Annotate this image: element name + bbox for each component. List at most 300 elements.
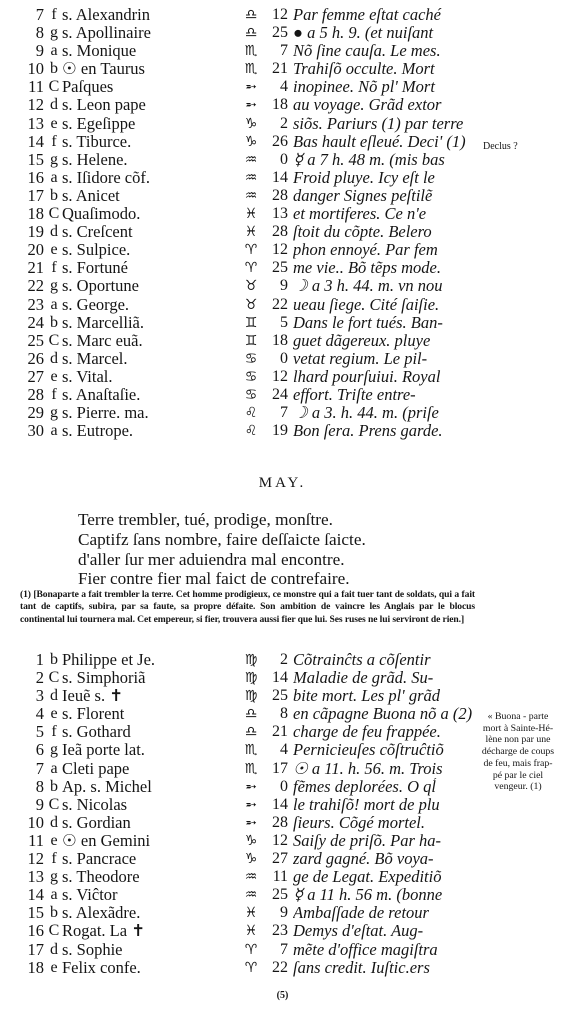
day-number: 20 bbox=[27, 240, 44, 260]
prophecy-verse: Cõtrainĉts a cõſentir bbox=[293, 651, 431, 669]
dominical-letter: C bbox=[48, 331, 60, 349]
zodiac-sign-icon: ➵ bbox=[245, 814, 257, 831]
day-number: 15 bbox=[27, 903, 44, 923]
zodiac-sign-icon: ♌ bbox=[244, 423, 258, 440]
day-number: 13 bbox=[27, 113, 44, 133]
prophecy-verse: Saiſy de priſõ. Par ha- bbox=[293, 831, 442, 850]
degree-value: 25 bbox=[272, 886, 288, 904]
degree-value: 0 bbox=[280, 777, 288, 795]
prophecy-verse: ueau ſiege. Cité ſaiſie. bbox=[293, 295, 440, 314]
degree-value: 12 bbox=[272, 831, 288, 849]
zodiac-sign-icon: ♉ bbox=[244, 278, 258, 295]
zodiac-sign-icon: ♓ bbox=[244, 206, 258, 223]
dominical-letter: a bbox=[50, 168, 58, 186]
saint-name: s. Creſcent bbox=[62, 223, 133, 242]
prophecy-verse: en cãpagne Buona nõ a (2) bbox=[293, 705, 473, 724]
zodiac-sign-icon: ♊ bbox=[244, 314, 258, 331]
degree-value: 18 bbox=[272, 331, 288, 349]
degree-value: 12 bbox=[272, 241, 288, 259]
calendar-row bbox=[12, 832, 472, 850]
day-number: 2 bbox=[35, 668, 44, 688]
quatrain-line: Terre trembler, tué, prodige, monſtre. bbox=[78, 510, 333, 529]
zodiac-sign-icon: ♓ bbox=[244, 923, 258, 940]
prophecy-verse: Bon ſera. Prens garde. bbox=[293, 422, 443, 441]
degree-value: 0 bbox=[280, 349, 288, 367]
prophecy-verse: ſans credit. Iuſtic.ers bbox=[293, 958, 430, 977]
zodiac-sign-icon: ♌ bbox=[244, 405, 258, 422]
zodiac-sign-icon: ♍ bbox=[244, 670, 258, 687]
saint-name: Ap. s. Michel bbox=[62, 777, 152, 796]
day-number: 27 bbox=[27, 366, 44, 386]
dominical-letter: C bbox=[48, 795, 60, 813]
calendar-row bbox=[12, 814, 472, 832]
zodiac-sign-icon: ♓ bbox=[244, 224, 258, 241]
prophecy-verse: Pernicieuſes cõſtruĉtiõ bbox=[293, 741, 444, 760]
zodiac-sign-icon: ➵ bbox=[245, 79, 257, 96]
dominical-letter: a bbox=[50, 42, 58, 60]
zodiac-sign-icon: ♏ bbox=[244, 43, 258, 60]
calendar-row bbox=[12, 868, 472, 886]
prophecy-verse: danger Signes peſtilẽ bbox=[293, 186, 433, 205]
degree-value: 14 bbox=[272, 669, 288, 687]
prophecy-verse: au voyage. Grãd extor bbox=[293, 96, 442, 115]
prophecy-verse: et mortiferes. Ce n'e bbox=[293, 205, 427, 224]
day-number: 10 bbox=[27, 812, 44, 832]
day-number: 16 bbox=[27, 167, 44, 187]
degree-value: 4 bbox=[280, 78, 288, 96]
zodiac-sign-icon: ♏ bbox=[244, 61, 258, 78]
prophecy-verse: siõs. Pariurs (1) par terre bbox=[293, 114, 464, 133]
zodiac-sign-icon: ♒ bbox=[244, 169, 258, 186]
prophecy-verse: ☿ a 11 h. 56 m. (bonne bbox=[293, 886, 443, 905]
dominical-letter: e bbox=[50, 114, 58, 132]
prophecy-verse: ☽ a 3. h. 44. m. (priſe bbox=[293, 404, 439, 423]
prophecy-verse: Dans le fort tués. Ban- bbox=[293, 313, 443, 332]
saint-name: s. Gothard bbox=[62, 723, 131, 742]
degree-value: 27 bbox=[272, 850, 288, 868]
prophecy-verse: charge de feu frappée. bbox=[293, 723, 441, 742]
calendar-row bbox=[12, 6, 472, 24]
prophecy-verse: phon ennoyé. Par fem bbox=[293, 241, 438, 260]
prophecy-verse: Trahiſõ occulte. Mort bbox=[293, 60, 435, 79]
day-number: 7 bbox=[35, 5, 44, 24]
day-number: 28 bbox=[27, 384, 44, 404]
day-number: 11 bbox=[28, 830, 44, 850]
day-number: 9 bbox=[35, 41, 44, 61]
dominical-letter: g bbox=[50, 150, 58, 168]
quatrain-line: d'aller ſur mer aduiendra mal encontre. bbox=[78, 549, 345, 569]
saint-name: s. Marcel. bbox=[62, 349, 128, 368]
saint-name: s. Anicet bbox=[62, 186, 120, 205]
zodiac-sign-icon: ♑ bbox=[244, 133, 258, 150]
degree-value: 13 bbox=[272, 205, 288, 223]
prophecy-verse: ſieurs. Cõgé mortel. bbox=[293, 813, 425, 832]
saint-name: ☉ en Taurus bbox=[62, 60, 145, 79]
calendar-row bbox=[12, 241, 472, 259]
saint-name: s. Apollinaire bbox=[62, 24, 151, 43]
prophecy-verse: effort. Triſte entre- bbox=[293, 385, 416, 404]
day-number: 5 bbox=[35, 722, 44, 742]
calendar-row bbox=[12, 705, 472, 723]
zodiac-sign-icon: ♒ bbox=[244, 869, 258, 886]
day-number: 3 bbox=[35, 686, 44, 706]
dominical-letter: C bbox=[48, 205, 60, 223]
footnote: (1) [Bonaparte a fait trembler la terre. Cet homme prodigieux, ce monstre qui a fait tuer tant de soldats, qui a fait tant de captifs, subira, par sa faute, sa propre défaite. Son ambition de vaincre les Anglais par le blocus continental lui tournera mal. Cet empereur, si fier, trouvera aussi fier que lui. Ses ruses ne lui serviront de rien.] bbox=[20, 589, 475, 625]
saint-name: s. Alexãdre. bbox=[62, 904, 141, 923]
saint-name: s. Sophie bbox=[62, 940, 123, 959]
side-question-note: Declus ? bbox=[483, 141, 518, 152]
dominical-letter: C bbox=[48, 669, 60, 687]
saint-name: s. Anaſtaſie. bbox=[62, 385, 141, 404]
dominical-letter: g bbox=[50, 741, 58, 759]
day-number: 12 bbox=[27, 95, 44, 115]
dominical-letter: a bbox=[50, 422, 58, 440]
day-number: 14 bbox=[27, 885, 44, 905]
calendar-row bbox=[12, 96, 472, 114]
saint-name: s. Gordian bbox=[62, 813, 131, 832]
degree-value: 22 bbox=[272, 295, 288, 313]
day-number: 6 bbox=[35, 740, 44, 760]
day-number: 12 bbox=[27, 849, 44, 869]
zodiac-sign-icon: ♒ bbox=[244, 151, 258, 168]
prophecy-verse: mẽte d'office magiſtra bbox=[293, 940, 438, 959]
degree-value: 17 bbox=[272, 759, 288, 777]
calendar-row bbox=[12, 24, 472, 42]
saint-name: s. Theodore bbox=[62, 868, 140, 887]
side-note: « Buona - parte mort à Sainte-Hé- lène non par une décharge de coups de feu, mais frap- pé par le ciel vengeur. (1) bbox=[481, 711, 555, 793]
calendar-row bbox=[12, 314, 472, 332]
degree-value: 24 bbox=[272, 385, 288, 403]
zodiac-sign-icon: ♈ bbox=[244, 941, 258, 958]
prophecy-verse: ſtoit du cõpte. Belero bbox=[293, 223, 432, 242]
saint-name: s. Vital. bbox=[62, 367, 113, 386]
calendar-row bbox=[12, 741, 472, 759]
prophecy-verse: guet dãgereux. pluye bbox=[293, 331, 431, 350]
dominical-letter: d bbox=[50, 349, 58, 367]
zodiac-sign-icon: ♊ bbox=[244, 332, 258, 349]
degree-value: 19 bbox=[272, 422, 288, 440]
saint-name: s. Viĉtor bbox=[62, 886, 118, 905]
dominical-letter: a bbox=[50, 886, 58, 904]
degree-value: 5 bbox=[280, 313, 288, 331]
dominical-letter: a bbox=[50, 295, 58, 313]
zodiac-sign-icon: ➵ bbox=[245, 796, 257, 813]
dominical-letter: b bbox=[50, 651, 58, 668]
degree-value: 23 bbox=[272, 922, 288, 940]
prophecy-verse: ☉ a 11. h. 56. m. Trois bbox=[293, 759, 443, 778]
saint-name: s. Egeſippe bbox=[62, 114, 136, 133]
day-number: 29 bbox=[27, 403, 44, 423]
prophecy-verse: ☿ a 7 h. 48 m. (mis bas bbox=[293, 150, 445, 169]
dominical-letter: C bbox=[48, 78, 60, 96]
calendar-row bbox=[12, 60, 472, 78]
dominical-letter: f bbox=[51, 723, 57, 741]
saint-name: s. Oportune bbox=[62, 277, 139, 296]
dominical-letter: g bbox=[50, 277, 58, 295]
day-number: 17 bbox=[27, 185, 44, 205]
calendar-row bbox=[12, 422, 472, 440]
prophecy-verse: inopinee. Nõ pl' Mort bbox=[293, 78, 435, 97]
dominical-letter: d bbox=[50, 96, 58, 114]
saint-name: s. Nicolas bbox=[62, 795, 128, 814]
month-title: MAY. bbox=[258, 475, 307, 491]
day-number: 9 bbox=[35, 794, 44, 814]
calendar-row bbox=[12, 386, 472, 404]
saint-name: Quaſimodo. bbox=[62, 205, 141, 224]
prophecy-verse: Demys d'eſtat. Aug- bbox=[293, 922, 424, 941]
saint-name: s. Florent bbox=[62, 705, 125, 724]
dominical-letter: b bbox=[50, 904, 58, 922]
day-number: 18 bbox=[27, 204, 44, 224]
dominical-letter: e bbox=[50, 705, 58, 723]
day-number: 1 bbox=[35, 650, 44, 669]
dominical-letter: g bbox=[50, 404, 58, 422]
calendar-row bbox=[12, 277, 472, 295]
prophecy-verse: lhard pourſuiui. Royal bbox=[293, 367, 441, 386]
degree-value: 21 bbox=[272, 60, 288, 78]
zodiac-sign-icon: ♒ bbox=[244, 887, 258, 904]
calendar-row bbox=[12, 651, 472, 669]
dominical-letter: f bbox=[51, 385, 57, 403]
dominical-letter: d bbox=[50, 687, 58, 705]
zodiac-sign-icon: ➵ bbox=[245, 778, 257, 795]
zodiac-sign-icon: ➵ bbox=[245, 97, 257, 114]
dominical-letter: f bbox=[51, 850, 57, 868]
calendar-row bbox=[12, 796, 472, 814]
dominical-letter: e bbox=[50, 831, 58, 849]
calendar-row bbox=[12, 959, 472, 977]
prophecy-verse: Par femme eſtat caché bbox=[293, 6, 441, 24]
saint-name: ☉ en Gemini bbox=[62, 831, 151, 850]
calendar-row bbox=[12, 223, 472, 241]
quatrain-line: Fier contre fier mal faict de contrefaire. bbox=[78, 569, 350, 589]
zodiac-sign-icon: ♈ bbox=[244, 260, 258, 277]
day-number: 7 bbox=[35, 758, 44, 778]
dominical-letter: d bbox=[50, 940, 58, 958]
day-number: 26 bbox=[27, 348, 44, 368]
day-number: 13 bbox=[27, 867, 44, 887]
degree-value: 2 bbox=[280, 114, 288, 132]
zodiac-sign-icon: ♈ bbox=[244, 959, 258, 976]
day-number: 8 bbox=[35, 23, 44, 43]
saint-name: s. Helene. bbox=[62, 150, 128, 169]
prophecy-verse: zard gagné. Bõ voya- bbox=[293, 850, 434, 869]
calendar-row bbox=[12, 922, 472, 940]
calendar-row bbox=[12, 850, 472, 868]
zodiac-sign-icon: ♏ bbox=[244, 742, 258, 759]
calendar-row bbox=[12, 259, 472, 277]
zodiac-sign-icon: ♑ bbox=[244, 851, 258, 868]
prophecy-verse: Nõ ſine cauſa. Le mes. bbox=[293, 42, 441, 61]
day-number: 24 bbox=[27, 312, 44, 332]
day-number: 11 bbox=[28, 77, 44, 97]
prophecy-verse: fẽmes deplorées. O qĺ bbox=[293, 777, 436, 796]
prophecy-verse: Bas hault eſleué. Deci' (1) bbox=[293, 132, 466, 151]
prophecy-verse: ● a 5 h. 9. (et nuiſant bbox=[293, 24, 434, 43]
saint-name: Paſques bbox=[62, 78, 114, 97]
zodiac-sign-icon: ♑ bbox=[244, 832, 258, 849]
saint-name: s. Monique bbox=[62, 42, 137, 61]
dominical-letter: b bbox=[50, 186, 58, 204]
calendar-row bbox=[12, 778, 472, 796]
day-number: 21 bbox=[27, 258, 44, 278]
quatrain-line: Captifz ſans nombre, faire deſſaicte ſaicte. bbox=[78, 529, 366, 549]
zodiac-sign-icon: ♒ bbox=[244, 187, 258, 204]
degree-value: 28 bbox=[272, 186, 288, 204]
saint-name: s. Leon pape bbox=[62, 96, 146, 115]
degree-value: 12 bbox=[272, 367, 288, 385]
zodiac-sign-icon: ♍ bbox=[244, 652, 258, 668]
saint-name: s. Sulpice. bbox=[62, 241, 131, 260]
calendar-row bbox=[12, 151, 472, 169]
saint-name: s. Eutrope. bbox=[62, 422, 134, 441]
calendar-row bbox=[12, 115, 472, 133]
prophecy-verse: ☽ a 3 h. 44. m. vn nou bbox=[293, 277, 443, 296]
saint-name: s. George. bbox=[62, 295, 130, 314]
dominical-letter: e bbox=[50, 241, 58, 259]
calendar-row bbox=[12, 78, 472, 96]
degree-value: 25 bbox=[272, 259, 288, 277]
degree-value: 14 bbox=[272, 795, 288, 813]
dominical-letter: f bbox=[51, 6, 57, 23]
calendar-row bbox=[12, 941, 472, 959]
degree-value: 0 bbox=[280, 150, 288, 168]
degree-value: 14 bbox=[272, 168, 288, 186]
april-calendar bbox=[12, 6, 472, 440]
zodiac-sign-icon: ♏ bbox=[244, 760, 258, 777]
degree-value: 2 bbox=[280, 651, 288, 668]
degree-value: 18 bbox=[272, 96, 288, 114]
saint-name: s. Fortuné bbox=[62, 259, 128, 278]
prophecy-verse: Ambaſſade de retour bbox=[293, 904, 429, 923]
calendar-row bbox=[12, 332, 472, 350]
day-number: 25 bbox=[27, 330, 44, 350]
degree-value: 21 bbox=[272, 723, 288, 741]
saint-name: Ieã porte lat. bbox=[62, 741, 145, 760]
saint-name: s. Simphoriã bbox=[62, 669, 146, 688]
day-number: 22 bbox=[27, 276, 44, 296]
degree-value: 26 bbox=[272, 132, 288, 150]
dominical-letter: b bbox=[50, 777, 58, 795]
day-number: 30 bbox=[27, 421, 44, 441]
day-number: 14 bbox=[27, 131, 44, 151]
dominical-letter: a bbox=[50, 759, 58, 777]
calendar-row bbox=[12, 296, 472, 314]
dominical-letter: f bbox=[51, 259, 57, 277]
calendar-row bbox=[12, 42, 472, 60]
day-number: 10 bbox=[27, 59, 44, 79]
zodiac-sign-icon: ♓ bbox=[244, 905, 258, 922]
prophecy-verse: le trahiſõ! mort de plu bbox=[293, 795, 440, 814]
saint-name: Felix confe. bbox=[62, 958, 141, 977]
degree-value: 11 bbox=[272, 868, 288, 886]
dominical-letter: g bbox=[50, 24, 58, 42]
dominical-letter: b bbox=[50, 60, 58, 78]
quatrain bbox=[78, 510, 518, 589]
saint-name: s. Tiburce. bbox=[62, 132, 132, 151]
zodiac-sign-icon: ♍ bbox=[244, 688, 258, 705]
saint-name: s. Alexandrin bbox=[62, 6, 150, 24]
degree-value: 22 bbox=[272, 958, 288, 976]
saint-name: s. Iſidore cõf. bbox=[62, 168, 150, 187]
zodiac-sign-icon: ♎ bbox=[244, 7, 258, 23]
degree-value: 7 bbox=[280, 404, 288, 422]
zodiac-sign-icon: ♎ bbox=[244, 706, 258, 723]
day-number: 17 bbox=[27, 939, 44, 959]
day-number: 18 bbox=[27, 957, 44, 977]
prophecy-verse: Froid pluye. Icy eſt le bbox=[293, 168, 435, 187]
calendar-row bbox=[12, 187, 472, 205]
degree-value: 25 bbox=[272, 24, 288, 42]
dominical-letter: d bbox=[50, 223, 58, 241]
zodiac-sign-icon: ♎ bbox=[244, 25, 258, 42]
prophecy-verse: bite mort. Les pl' grãd bbox=[293, 687, 440, 706]
prophecy-verse: ge de Legat. Expeditiõ bbox=[293, 868, 442, 887]
dominical-letter: d bbox=[50, 813, 58, 831]
saint-name: s. Pierre. ma. bbox=[62, 404, 149, 423]
page-number: (5) bbox=[276, 990, 289, 1001]
degree-value: 9 bbox=[280, 904, 288, 922]
calendar-row bbox=[12, 404, 472, 422]
zodiac-sign-icon: ♑ bbox=[244, 115, 258, 132]
calendar-row bbox=[12, 133, 472, 151]
dominical-letter: e bbox=[50, 367, 58, 385]
dominical-letter: e bbox=[50, 958, 58, 976]
degree-value: 28 bbox=[272, 813, 288, 831]
calendar-row bbox=[12, 760, 472, 778]
day-number: 4 bbox=[35, 704, 44, 724]
zodiac-sign-icon: ♉ bbox=[244, 296, 258, 313]
calendar-row bbox=[12, 350, 472, 368]
dominical-letter: g bbox=[50, 868, 58, 886]
saint-name: Ieuẽ s. ✝ bbox=[62, 687, 124, 706]
calendar-row bbox=[12, 723, 472, 741]
dominical-letter: C bbox=[48, 922, 60, 940]
degree-value: 12 bbox=[272, 6, 288, 23]
day-number: 19 bbox=[27, 222, 44, 242]
degree-value: 8 bbox=[280, 705, 288, 723]
zodiac-sign-icon: ♎ bbox=[244, 724, 258, 741]
calendar-row bbox=[12, 669, 472, 687]
calendar-row bbox=[12, 169, 472, 187]
saint-name: s. Marc euã. bbox=[62, 331, 143, 350]
day-number: 23 bbox=[27, 294, 44, 314]
saint-name: Rogat. La ✝ bbox=[62, 922, 146, 941]
zodiac-sign-icon: ♈ bbox=[244, 242, 258, 259]
degree-value: 25 bbox=[272, 687, 288, 705]
dominical-letter: b bbox=[50, 313, 58, 331]
prophecy-verse: Maladie de grãd. Su- bbox=[293, 669, 434, 688]
degree-value: 9 bbox=[280, 277, 288, 295]
degree-value: 7 bbox=[280, 42, 288, 60]
saint-name: s. Marcelliã. bbox=[62, 313, 145, 332]
saint-name: Philippe et Je. bbox=[62, 651, 156, 669]
may-calendar bbox=[12, 651, 472, 977]
day-number: 8 bbox=[35, 776, 44, 796]
saint-name: Cleti pape bbox=[62, 759, 130, 778]
zodiac-sign-icon: ♋ bbox=[244, 350, 258, 367]
calendar-row bbox=[12, 687, 472, 705]
calendar-row bbox=[12, 886, 472, 904]
zodiac-sign-icon: ♋ bbox=[244, 368, 258, 385]
calendar-row bbox=[12, 368, 472, 386]
day-number: 16 bbox=[27, 921, 44, 941]
calendar-row bbox=[12, 205, 472, 223]
degree-value: 4 bbox=[280, 741, 288, 759]
degree-value: 7 bbox=[280, 940, 288, 958]
calendar-row bbox=[12, 904, 472, 922]
prophecy-verse: me vie.. Bõ tẽps mode. bbox=[293, 259, 441, 278]
